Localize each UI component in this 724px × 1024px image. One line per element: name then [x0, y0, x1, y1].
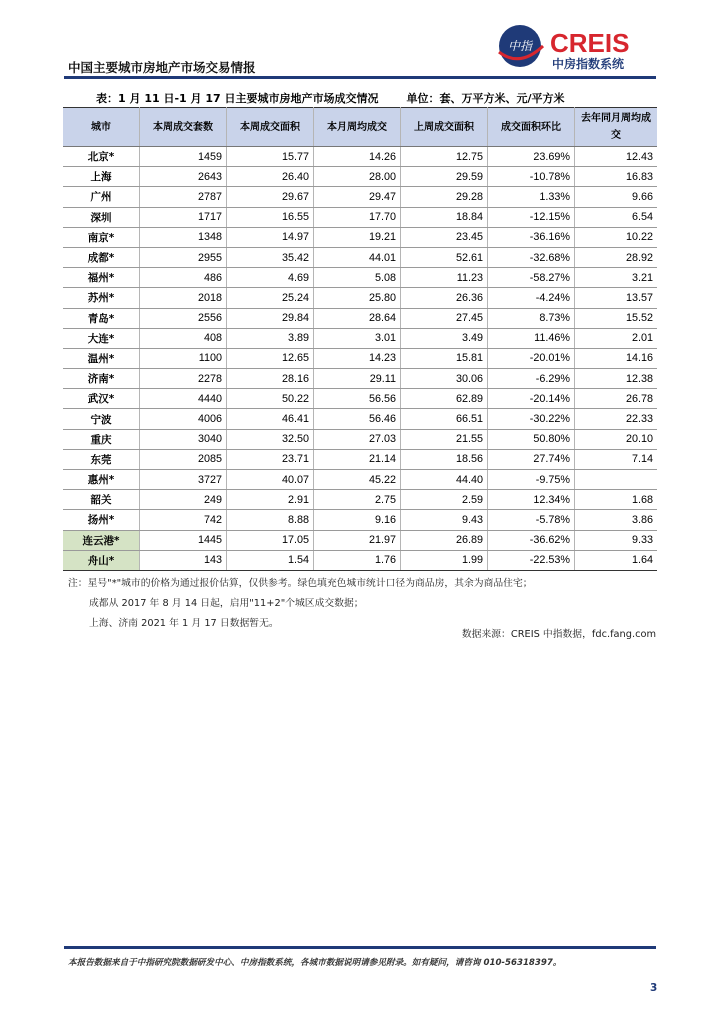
cell-area: 1.54 [227, 550, 314, 570]
cell-wow: 12.34% [488, 490, 575, 510]
cell-last-year: 16.83 [575, 167, 658, 187]
table-row [63, 147, 657, 167]
cell-units: 2556 [140, 308, 227, 328]
col-header-month-avg: 本月周均成交 [314, 108, 401, 147]
cell-month-avg: 5.08 [314, 268, 401, 288]
cell-last-week: 27.45 [401, 308, 488, 328]
table-row [63, 247, 657, 267]
cell-units: 3040 [140, 429, 227, 449]
city-cell: 武汉* [63, 389, 140, 409]
cell-units: 1459 [140, 147, 227, 167]
cell-last-week: 21.55 [401, 429, 488, 449]
cell-units: 1445 [140, 530, 227, 550]
cell-area: 23.71 [227, 449, 314, 469]
cell-wow: -4.24% [488, 288, 575, 308]
col-header-units: 本周成交套数 [140, 108, 227, 147]
cell-last-year: 6.54 [575, 207, 658, 227]
cell-units: 143 [140, 550, 227, 570]
header-divider [64, 76, 656, 79]
cell-area: 28.16 [227, 369, 314, 389]
table-row [63, 550, 657, 570]
cell-area: 3.89 [227, 328, 314, 348]
city-cell: 北京* [63, 147, 140, 167]
cell-month-avg: 2.75 [314, 490, 401, 510]
cell-month-avg: 14.23 [314, 348, 401, 368]
table-row [63, 288, 657, 308]
cell-last-year: 1.68 [575, 490, 658, 510]
table-body [63, 147, 657, 571]
cell-wow: 50.80% [488, 429, 575, 449]
cell-area: 40.07 [227, 470, 314, 490]
cell-wow: -36.16% [488, 227, 575, 247]
cell-wow: -30.22% [488, 409, 575, 429]
cell-units: 4440 [140, 389, 227, 409]
cell-last-year: 7.14 [575, 449, 658, 469]
table-row [63, 308, 657, 328]
cell-month-avg: 25.80 [314, 288, 401, 308]
cell-last-year: 28.92 [575, 247, 658, 267]
cell-area: 14.97 [227, 227, 314, 247]
table-row [63, 530, 657, 550]
city-cell: 济南* [63, 369, 140, 389]
table-caption [96, 90, 565, 106]
city-cell: 上海 [63, 167, 140, 187]
cell-wow: -20.01% [488, 348, 575, 368]
cell-last-year: 9.33 [575, 530, 658, 550]
cell-area: 16.55 [227, 207, 314, 227]
city-cell: 惠州* [63, 470, 140, 490]
cell-last-week: 66.51 [401, 409, 488, 429]
cell-month-avg: 44.01 [314, 247, 401, 267]
cell-area: 25.24 [227, 288, 314, 308]
cell-last-week: 11.23 [401, 268, 488, 288]
city-cell: 南京* [63, 227, 140, 247]
city-cell: 大连* [63, 328, 140, 348]
city-cell: 温州* [63, 348, 140, 368]
cell-area: 35.42 [227, 247, 314, 267]
cell-last-week: 12.75 [401, 147, 488, 167]
city-cell: 连云港* [63, 530, 140, 550]
cell-month-avg: 3.01 [314, 328, 401, 348]
cell-last-year: 13.57 [575, 288, 658, 308]
cell-last-year: 15.52 [575, 308, 658, 328]
cell-last-week: 62.89 [401, 389, 488, 409]
city-cell: 深圳 [63, 207, 140, 227]
cell-wow: -22.53% [488, 550, 575, 570]
col-header-last-year: 去年同月周均成交 [575, 108, 658, 147]
table-caption-title: 表：1 月 11 日-1 月 17 日主要城市房地产市场成交情况 [96, 92, 379, 105]
note-line: 注：星号"*"城市的价格为通过报价估算，仅供参考。绿色填充色城市统计口径为商品房，其余为商品住宅； [68, 578, 533, 589]
cell-last-year: 22.33 [575, 409, 658, 429]
cell-last-week: 29.28 [401, 187, 488, 207]
cell-last-year: 20.10 [575, 429, 658, 449]
cell-last-year: 26.78 [575, 389, 658, 409]
cell-last-year: 10.22 [575, 227, 658, 247]
cell-month-avg: 21.97 [314, 530, 401, 550]
city-cell: 广州 [63, 187, 140, 207]
city-cell: 青岛* [63, 308, 140, 328]
cell-area: 26.40 [227, 167, 314, 187]
table-row [63, 369, 657, 389]
cell-units: 1348 [140, 227, 227, 247]
cell-units: 2955 [140, 247, 227, 267]
cell-last-week: 26.89 [401, 530, 488, 550]
cell-last-week: 52.61 [401, 247, 488, 267]
data-source: 数据来源：CREIS 中指数据，fdc.fang.com [461, 629, 656, 640]
cell-units: 2085 [140, 449, 227, 469]
cell-last-week: 1.99 [401, 550, 488, 570]
cell-units: 2643 [140, 167, 227, 187]
report-title: 中国主要城市房地产市场交易情报 [68, 60, 256, 75]
table-row [63, 227, 657, 247]
cell-area: 8.88 [227, 510, 314, 530]
cell-last-year: 2.01 [575, 328, 658, 348]
cell-wow: -5.78% [488, 510, 575, 530]
cell-last-week: 44.40 [401, 470, 488, 490]
cell-last-year: 12.43 [575, 147, 658, 167]
city-cell: 福州* [63, 268, 140, 288]
cell-units: 249 [140, 490, 227, 510]
cell-last-year: 12.38 [575, 369, 658, 389]
cell-last-year [575, 470, 658, 490]
logo-seal-text: 中指 [507, 39, 533, 53]
footer-disclaimer: 本报告数据来自于中指研究院数据研发中心、中房指数系统，各城市数据说明请参见附录。如有疑问，请咨询 010-56318397。 [68, 958, 562, 968]
col-header-wow: 成交面积环比 [488, 108, 575, 147]
logo-brand-text: CREIS [550, 28, 630, 58]
cell-wow: 23.69% [488, 147, 575, 167]
cell-month-avg: 56.46 [314, 409, 401, 429]
cell-last-year: 3.21 [575, 268, 658, 288]
table-row [63, 268, 657, 288]
cell-wow: 11.46% [488, 328, 575, 348]
cell-last-year: 9.66 [575, 187, 658, 207]
cell-area: 29.84 [227, 308, 314, 328]
cell-units: 2278 [140, 369, 227, 389]
col-header-city: 城市 [63, 108, 140, 147]
cell-units: 2787 [140, 187, 227, 207]
table-row [63, 328, 657, 348]
cell-units: 742 [140, 510, 227, 530]
city-cell: 重庆 [63, 429, 140, 449]
cell-month-avg: 29.11 [314, 369, 401, 389]
cell-month-avg: 45.22 [314, 470, 401, 490]
cell-units: 408 [140, 328, 227, 348]
note-line: 成都从 2017 年 8 月 14 日起，启用"11+2"个城区成交数据； [89, 598, 364, 609]
table-row [63, 167, 657, 187]
table-row [63, 470, 657, 490]
page-number: 3 [650, 982, 658, 994]
city-cell: 舟山* [63, 550, 140, 570]
logo-subtitle-text: 中房指数系统 [552, 57, 625, 71]
table-notes [68, 574, 533, 634]
cell-units: 3727 [140, 470, 227, 490]
cell-month-avg: 9.16 [314, 510, 401, 530]
cell-month-avg: 14.26 [314, 147, 401, 167]
cell-last-year: 3.86 [575, 510, 658, 530]
table-row [63, 207, 657, 227]
city-cell: 韶关 [63, 490, 140, 510]
cell-wow: 27.74% [488, 449, 575, 469]
cell-month-avg: 56.56 [314, 389, 401, 409]
table-row [63, 409, 657, 429]
creis-logo [496, 22, 656, 74]
cell-month-avg: 1.76 [314, 550, 401, 570]
table-row [63, 490, 657, 510]
cell-units: 1100 [140, 348, 227, 368]
table-row [63, 449, 657, 469]
cell-last-week: 18.56 [401, 449, 488, 469]
cell-last-week: 18.84 [401, 207, 488, 227]
cell-last-week: 30.06 [401, 369, 488, 389]
note-line: 上海、济南 2021 年 1 月 17 日数据暂无。 [89, 618, 279, 629]
cell-month-avg: 17.70 [314, 207, 401, 227]
cell-area: 50.22 [227, 389, 314, 409]
cell-last-week: 9.43 [401, 510, 488, 530]
table-row [63, 429, 657, 449]
cell-wow: -9.75% [488, 470, 575, 490]
footer-divider [64, 946, 656, 949]
cell-month-avg: 19.21 [314, 227, 401, 247]
cell-last-year: 1.64 [575, 550, 658, 570]
cell-area: 12.65 [227, 348, 314, 368]
cell-wow: 1.33% [488, 187, 575, 207]
table-row [63, 510, 657, 530]
cell-units: 4006 [140, 409, 227, 429]
cell-last-week: 3.49 [401, 328, 488, 348]
cell-wow: 8.73% [488, 308, 575, 328]
city-cell: 宁波 [63, 409, 140, 429]
city-cell: 苏州* [63, 288, 140, 308]
cell-last-week: 29.59 [401, 167, 488, 187]
cell-last-week: 15.81 [401, 348, 488, 368]
cell-area: 2.91 [227, 490, 314, 510]
cell-wow: -36.62% [488, 530, 575, 550]
table-header-row [63, 108, 657, 147]
col-header-area: 本周成交面积 [227, 108, 314, 147]
cell-month-avg: 27.03 [314, 429, 401, 449]
cell-last-week: 2.59 [401, 490, 488, 510]
cell-month-avg: 29.47 [314, 187, 401, 207]
cell-wow: -10.78% [488, 167, 575, 187]
cell-area: 29.67 [227, 187, 314, 207]
cell-last-week: 26.36 [401, 288, 488, 308]
table-caption-unit: 单位：套、万平方米、元/平方米 [406, 92, 565, 105]
cell-wow: -32.68% [488, 247, 575, 267]
city-cell: 扬州* [63, 510, 140, 530]
cell-wow: -58.27% [488, 268, 575, 288]
city-cell: 成都* [63, 247, 140, 267]
table-row [63, 389, 657, 409]
transactions-table [63, 107, 657, 571]
cell-area: 4.69 [227, 268, 314, 288]
cell-area: 17.05 [227, 530, 314, 550]
cell-last-week: 23.45 [401, 227, 488, 247]
col-header-last-week: 上周成交面积 [401, 108, 488, 147]
cell-month-avg: 21.14 [314, 449, 401, 469]
cell-area: 15.77 [227, 147, 314, 167]
cell-area: 46.41 [227, 409, 314, 429]
table-row [63, 187, 657, 207]
cell-units: 486 [140, 268, 227, 288]
cell-area: 32.50 [227, 429, 314, 449]
cell-wow: -6.29% [488, 369, 575, 389]
cell-month-avg: 28.00 [314, 167, 401, 187]
cell-units: 1717 [140, 207, 227, 227]
cell-units: 2018 [140, 288, 227, 308]
cell-month-avg: 28.64 [314, 308, 401, 328]
cell-wow: -20.14% [488, 389, 575, 409]
city-cell: 东莞 [63, 449, 140, 469]
cell-last-year: 14.16 [575, 348, 658, 368]
cell-wow: -12.15% [488, 207, 575, 227]
table-row [63, 348, 657, 368]
